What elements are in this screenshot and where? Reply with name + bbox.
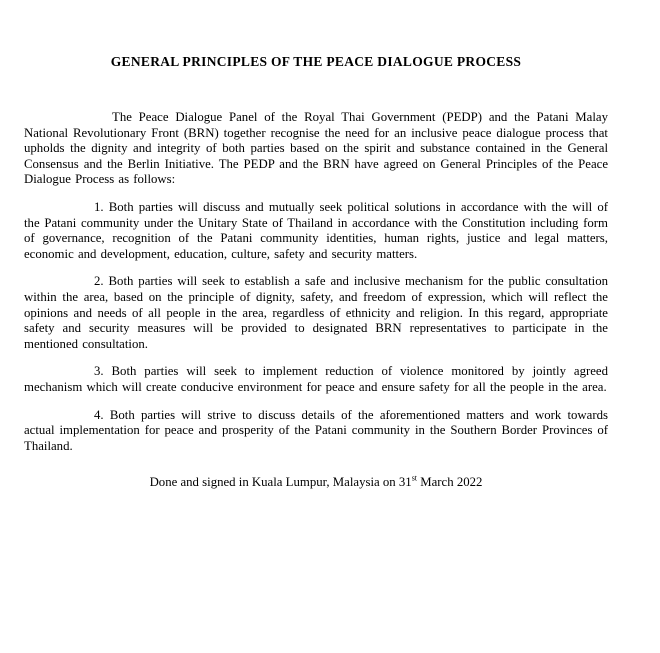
closing-date-suffix: March 2022	[417, 475, 483, 490]
closing-line	[24, 475, 608, 491]
principle-1-paragraph: 1. Both parties will discuss and mutually seek political solutions in accordance with the will of the Patani community under the Unitary State of Thailand in accordance with the Constitution including form of governance, recognition of the Patani community identities, human rights, justice and legal matters, economic and development, education, culture, safety and security matters.	[24, 199, 608, 261]
intro-paragraph: The Peace Dialogue Panel of the Royal Thai Government (PEDP) and the Patani Malay National Revolutionary Front (BRN) together recognise the need for an inclusive peace dialogue process that upholds the dignity and integrity of both parties based on the spirit and substance contained in the General Consensus and the Berlin Initiative. The PEDP and the BRN have agreed on General Principles of the Peace Dialogue Process as follows:	[24, 110, 608, 187]
principle-3-paragraph: 3. Both parties will seek to implement reduction of violence monitored by jointly agreed mechanism which will create conducive environment for peace and ensure safety for all the people in the area.	[24, 364, 608, 394]
document-title: GENERAL PRINCIPLES OF THE PEACE DIALOGUE PROCESS	[110, 54, 522, 69]
principle-2-paragraph: 2. Both parties will seek to establish a safe and inclusive mechanism for the public consultation within the area, based on the principle of dignity, safety, and freedom of expression, which will reflect the opinions and needs of all people in the area, regardless of ethnicity and religion. In this regard, appropriate safety and security measures will be provided to designated BRN representatives to participate in the mentioned consultation.	[24, 274, 608, 351]
closing-text: Done and signed in Kuala Lumpur, Malaysia on 31	[149, 475, 412, 490]
closing-ordinal-superscript: st	[411, 474, 418, 484]
principle-4-paragraph: 4. Both parties will strive to discuss details of the aforementioned matters and work towards actual implementation for peace and prosperity of the Patani community in the Southern Border Provinces of Thailand.	[24, 407, 608, 453]
